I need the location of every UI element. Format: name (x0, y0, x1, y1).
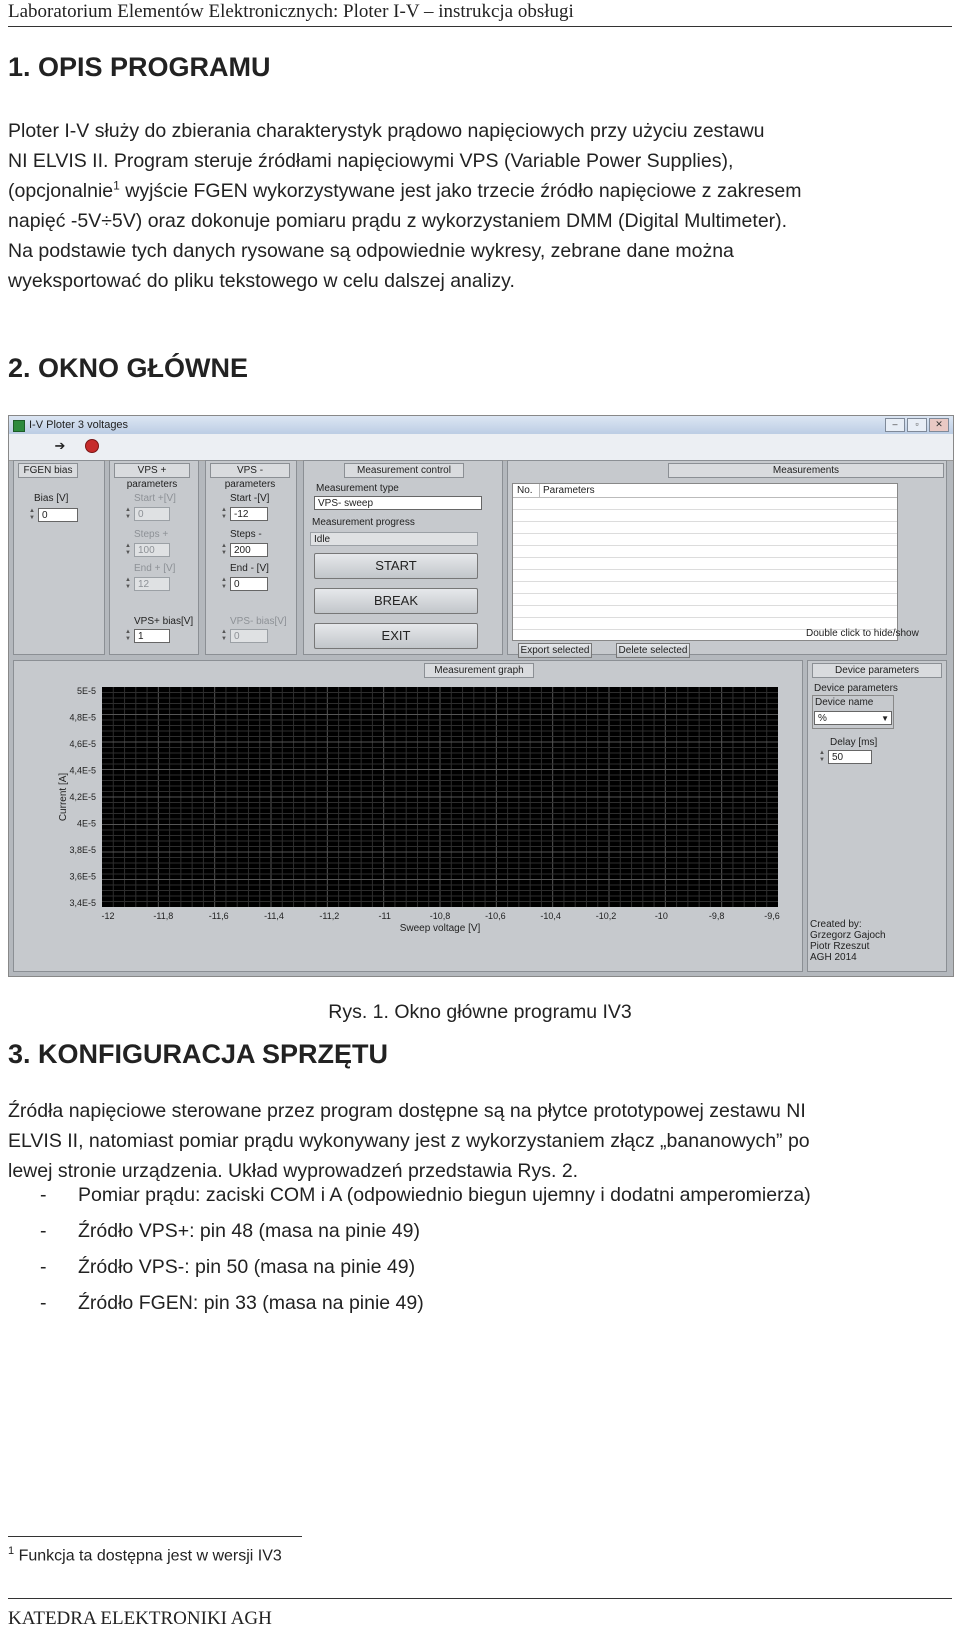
vps-plus-start-label: Start +[V] (134, 493, 176, 504)
x-tick-label: -11,8 (153, 911, 174, 921)
y-tick-label: 3,4E-5 (69, 898, 96, 908)
window-title: I-V Ploter 3 voltages (29, 419, 129, 431)
page-footer: KATEDRA ELEKTRONIKI AGH (8, 1608, 272, 1629)
footer-divider (8, 1598, 952, 1599)
footnote (8, 1545, 282, 1565)
section-1-line (8, 176, 952, 206)
spin-arrows-icon[interactable]: ▲ ▼ (29, 508, 35, 521)
list-item: - Źródło VPS+: pin 48 (masa na pinie 49) (40, 1220, 420, 1242)
measurements-table[interactable] (512, 483, 898, 641)
footnote-ref: 1 (113, 178, 120, 193)
measurement-control-panel (303, 460, 503, 655)
section-1-line: Na podstawie tych danych rysowane są odpowiednie wykresy, zebrane dane można (8, 240, 734, 262)
list-item-text: Źródło FGEN: pin 33 (masa na pinie 49) (78, 1292, 424, 1314)
vps-minus-steps-field[interactable]: 200 (230, 543, 268, 557)
vps-plus-start-field: 0 (134, 507, 170, 521)
vps-plus-bias-field[interactable]: 1 (134, 629, 170, 643)
toolbar (9, 434, 953, 461)
list-item: - Źródło VPS-: pin 50 (masa na pinie 49) (40, 1256, 416, 1278)
section-1-line: napięć -5V÷5V) oraz dokonuje pomiaru prądu z wykorzystaniem DMM (Digital Multimeter). (8, 210, 788, 232)
start-button[interactable]: START (314, 553, 478, 579)
run-arrow-icon[interactable]: ➔ (54, 438, 66, 453)
minimize-icon[interactable]: – (885, 418, 905, 432)
x-tick-label: -10,8 (429, 911, 451, 921)
x-tick-label: -10 (654, 911, 668, 921)
list-item: - Źródło FGEN: pin 33 (masa na pinie 49) (40, 1292, 424, 1314)
credits-line: Piotr Rzeszut (810, 941, 870, 952)
device-name-label: Device name (815, 697, 874, 708)
stop-icon[interactable] (85, 439, 99, 453)
spin-arrows-icon: ▲ ▼ (125, 577, 131, 590)
vps-minus-end-field[interactable]: 0 (230, 577, 268, 591)
fgen-bias-label: Bias [V] (34, 493, 69, 504)
vps-plus-panel-title: VPS + parameters (114, 463, 190, 478)
device-parameters-title: Device parameters (812, 663, 942, 678)
vps-minus-bias-field: 0 (230, 629, 268, 643)
measurements-panel (507, 460, 947, 655)
vps-minus-panel-title: VPS - parameters (210, 463, 290, 478)
section-1-line: Ploter I-V służy do zbierania charakterystyk prądowo napięciowych przy użyciu zestawu (8, 120, 765, 142)
list-item-text: Źródło VPS-: pin 50 (masa na pinie 49) (78, 1256, 416, 1278)
y-tick-label: 4,8E-5 (69, 712, 96, 723)
x-tick-label: -11,2 (319, 911, 340, 921)
section-1-line: wyeksportować do pliku tekstowego w celu dalszej analizy. (8, 270, 515, 292)
fgen-bias-field[interactable]: 0 (38, 508, 78, 522)
hide-show-hint: Double click to hide/show (806, 628, 919, 639)
measurement-type-label: Measurement type (316, 483, 399, 494)
delay-label: Delay [ms] (830, 737, 878, 748)
section-3-line: ELVIS II, natomiast pomiar prądu wykonywany jest z wykorzystaniem złącz „bananowych” po (8, 1130, 810, 1152)
col-no-header: No. (517, 485, 533, 496)
measurements-title: Measurements (668, 463, 944, 478)
divider (539, 484, 540, 497)
device-parameters-panel (807, 660, 947, 972)
spin-arrows-icon: ▲ ▼ (221, 629, 227, 642)
measurement-type-select[interactable]: VPS- sweep (314, 496, 482, 510)
section-1-line3-rest: wyjście FGEN wykorzystywane jest jako trzecie źródło napięciowe z zakresem (125, 180, 802, 202)
exit-button[interactable]: EXIT (314, 623, 478, 649)
measurement-progress-field: Idle (310, 532, 478, 546)
measurement-control-title: Measurement control (344, 463, 464, 478)
x-tick-label: -9,6 (764, 911, 780, 921)
x-axis-label: Sweep voltage [V] (399, 923, 481, 934)
y-tick-label: 4,2E-5 (69, 792, 96, 802)
y-tick-label: 3,6E-5 (69, 871, 96, 882)
vps-plus-steps-label: Steps + (134, 529, 169, 540)
spin-arrows-icon[interactable]: ▲ ▼ (221, 577, 227, 590)
chevron-down-icon[interactable]: ▼ (881, 714, 889, 723)
app-icon (13, 420, 25, 432)
vps-minus-start-field[interactable]: -12 (230, 507, 268, 521)
window-titlebar (9, 416, 953, 434)
device-name-select[interactable] (814, 711, 892, 725)
table-rows (513, 498, 897, 640)
y-tick-label: 4E-5 (76, 818, 96, 829)
y-tick-label: 3,8E-5 (69, 845, 96, 855)
vps-plus-end-field: 12 (134, 577, 170, 591)
footnote-mark: 1 (8, 1545, 15, 1557)
spin-arrows-icon: ▲ ▼ (125, 543, 131, 556)
credits (810, 919, 886, 963)
x-tick-label: -9,8 (708, 911, 725, 921)
section-1-line: NI ELVIS II. Program steruje źródłami napięciowymi VPS (Variable Power Supplies), (8, 150, 734, 172)
device-name-value: % (818, 713, 827, 724)
section-3-paragraph (8, 1096, 952, 1186)
x-tick-label: -11,4 (264, 911, 284, 921)
app-window-screenshot (8, 415, 954, 977)
credits-line: Grzegorz Gajoch (810, 930, 886, 941)
vps-minus-bias-label: VPS- bias[V] (230, 616, 287, 627)
list-item: - Pomiar prądu: zaciski COM i A (odpowiednio biegun ujemny i dodatni amperomierza) (40, 1184, 811, 1206)
section-1-line3-prefix: (opcjonalnie (8, 180, 114, 202)
fgen-panel (13, 460, 105, 655)
spin-arrows-icon[interactable]: ▲ ▼ (221, 543, 227, 556)
x-tick-label: -11,6 (208, 911, 229, 921)
vps-plus-bias-label: VPS+ bias[V] (134, 616, 194, 627)
measurement-graph-panel (13, 660, 803, 972)
spin-arrows-icon[interactable]: ▲ ▼ (125, 629, 131, 642)
section-2-title: 2. OKNO GŁÓWNE (8, 353, 249, 383)
section-1-paragraph (8, 116, 952, 296)
spin-arrows-icon[interactable]: ▲ ▼ (221, 507, 227, 520)
break-button[interactable]: BREAK (314, 588, 478, 614)
y-tick-label: 4,4E-5 (69, 765, 96, 776)
vps-minus-start-label: Start -[V] (230, 493, 270, 504)
vps-plus-steps-field: 100 (134, 543, 170, 557)
x-tick-label: -11 (378, 911, 391, 921)
vps-minus-steps-label: Steps - (230, 529, 262, 540)
vps-minus-panel (205, 460, 297, 655)
y-tick-label: 5E-5 (76, 686, 96, 696)
credits-line: Created by: (810, 919, 862, 930)
maximize-icon[interactable]: ▫ (907, 418, 927, 432)
measurement-graph-title: Measurement graph (424, 663, 534, 678)
section-3-title: 3. KONFIGURACJA SPRZĘTU (8, 1039, 389, 1069)
x-tick-label: -10,2 (595, 911, 617, 921)
x-tick-label: -12 (101, 911, 115, 921)
footnote-text: Funkcja ta dostępna jest w wersji IV3 (18, 1547, 282, 1565)
vps-plus-panel (109, 460, 199, 655)
section-3-line: lewej stronie urządzenia. Układ wyprowadzeń przedstawia Rys. 2. (8, 1160, 579, 1182)
vps-plus-end-label: End + [V] (134, 563, 176, 574)
spin-arrows-icon[interactable]: ▲ ▼ (819, 750, 825, 763)
delete-selected-button[interactable]: Delete selected (616, 643, 690, 658)
y-tick-label: 4,6E-5 (69, 739, 96, 749)
fgen-panel-title: FGEN bias (18, 463, 78, 478)
iv-graph[interactable] (14, 675, 802, 971)
export-selected-button[interactable]: Export selected (518, 643, 592, 658)
device-parameters-subtitle: Device parameters (814, 683, 898, 694)
footnote-divider (8, 1536, 302, 1537)
credits-line: AGH 2014 (810, 952, 857, 963)
x-tick-label: -10,4 (540, 911, 561, 921)
figure-caption: Rys. 1. Okno główne programu IV3 (328, 1001, 632, 1023)
x-tick-label: -10,6 (485, 911, 506, 921)
section-3-line: Źródła napięciowe sterowane przez program dostępne są na płytce prototypowej zestawu NI (8, 1100, 806, 1122)
close-icon[interactable]: ✕ (929, 418, 949, 432)
vps-minus-end-label: End - [V] (230, 563, 269, 574)
section-1-title: 1. OPIS PROGRAMU (8, 52, 271, 82)
table-header (513, 484, 897, 498)
y-axis-label: Current [A] (58, 772, 69, 822)
measurement-progress-label: Measurement progress (312, 517, 415, 528)
delay-field[interactable]: 50 (828, 750, 872, 764)
spin-arrows-icon: ▲ ▼ (125, 507, 131, 520)
col-params-header: Parameters (543, 485, 595, 496)
list-item-text: Pomiar prądu: zaciski COM i A (odpowiednio biegun ujemny i dodatni amperomierza) (78, 1184, 811, 1206)
list-item-text: Źródło VPS+: pin 48 (masa na pinie 49) (78, 1220, 420, 1242)
page-header: Laboratorium Elementów Elektronicznych: Ploter I-V – instrukcja obsługi (8, 0, 952, 27)
